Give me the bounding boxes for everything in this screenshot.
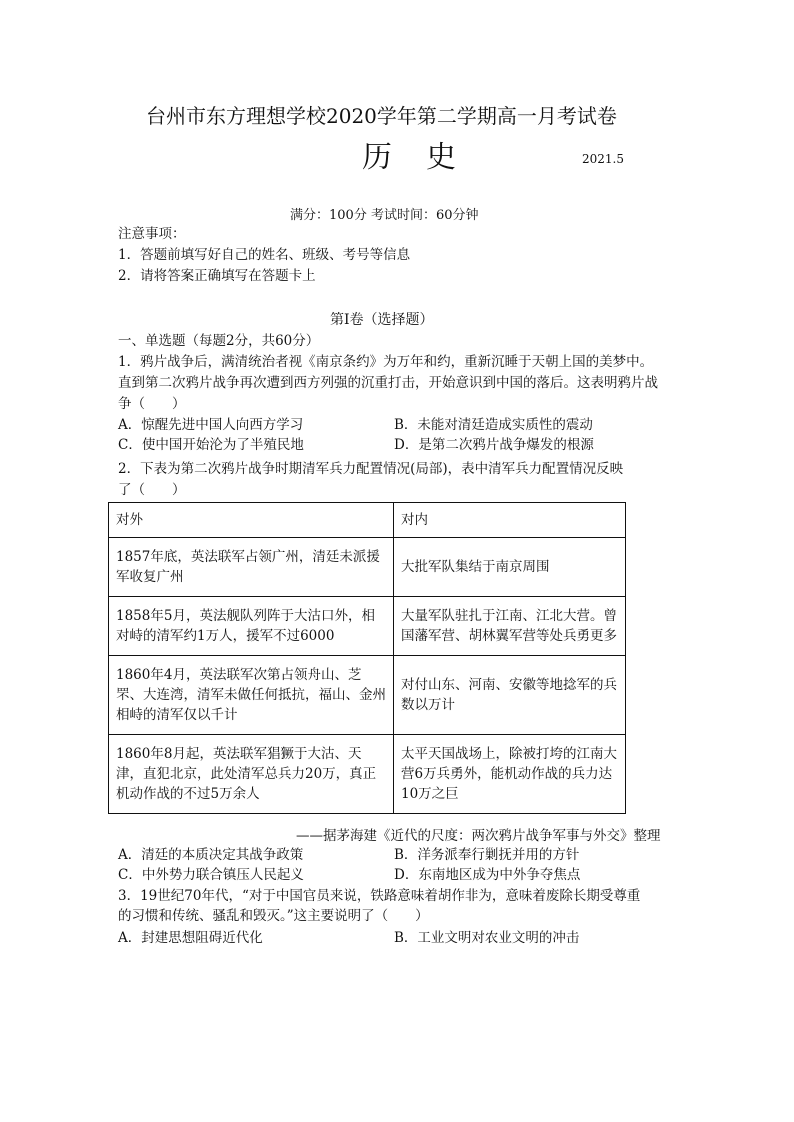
q2-stem-line: 了（ ）	[118, 482, 186, 498]
q1-stem-line: 直到第二次鸦片战争再次遭到西方列强的沉重打击，开始意识到中国的落后。这表明鸦片战	[118, 375, 658, 391]
table-cell: 大批军队集结于南京周围	[394, 538, 626, 597]
q3-stem-line: 3．19世纪70年代，“对于中国官员来说，铁路意味着胡作非为，意味着废除长期受尊重	[118, 888, 641, 904]
table-cell: 大量军队驻扎于江南、江北大营。曾国藩军营、胡林翼军营等处兵勇更多	[394, 597, 626, 656]
table-cell: 太平天国战场上，除被打垮的江南大营6万兵勇外，能机动作战的兵力达10万之巨	[394, 735, 626, 814]
table-row	[109, 597, 626, 656]
q1-option-c: C．使中国开始沦为了半殖民地	[118, 437, 304, 453]
q1-option-d: D．是第二次鸦片战争爆发的根源	[394, 437, 594, 453]
table-header-cell: 对内	[394, 503, 626, 538]
q3-stem-line: 的习惯和传统、骚乱和毁灭。”这主要说明了（ ）	[118, 908, 429, 924]
part-heading: 一、单选题（每题2分，共60分）	[118, 333, 320, 349]
q3-option-a: A．封建思想阻碍近代化	[118, 930, 263, 946]
q1-stem-line: 1．鸦片战争后，满清统治者视《南京条约》为万年和约，重新沉睡于天朝上国的美梦中。	[118, 354, 654, 370]
q1-stem-line: 争（ ）	[118, 396, 186, 412]
table-row	[109, 735, 626, 814]
notice-heading: 注意事项：	[118, 226, 186, 242]
q2-option-d: D．东南地区成为中外争夺焦点	[394, 867, 581, 883]
table-source: ——据茅海建《近代的尺度：两次鸦片战争军事与外交》整理	[296, 828, 661, 844]
score-time-info: 满分：100分 考试时间：60分钟	[290, 208, 479, 223]
subject-title: 历史	[362, 140, 490, 175]
table-cell: 1857年底，英法联军占领广州，清廷未派援军收复广州	[109, 538, 394, 597]
exam-date: 2021.5	[582, 152, 624, 166]
section-title: 第Ⅰ卷（选择题）	[330, 312, 434, 328]
q1-option-b: B．未能对清廷造成实质性的震动	[394, 417, 593, 433]
table-cell: 1858年5月，英法舰队列阵于大沽口外，相对峙的清军约1万人，援军不过6000	[109, 597, 394, 656]
exam-title: 台州市东方理想学校2020学年第二学期高一月考试卷	[146, 104, 617, 128]
q3-option-b: B．工业文明对农业文明的冲击	[394, 930, 580, 946]
q2-stem-line: 2．下表为第二次鸦片战争时期清军兵力配置情况(局部)，表中清军兵力配置情况反映	[118, 461, 624, 477]
q2-option-c: C．中外势力联合镇压人民起义	[118, 867, 304, 883]
troop-deployment-table	[108, 502, 626, 814]
q2-option-b: B．洋务派奉行剿抚并用的方针	[394, 847, 580, 863]
table-header-cell: 对外	[109, 503, 394, 538]
q1-option-a: A．惊醒先进中国人向西方学习	[118, 417, 304, 433]
table-cell: 对付山东、河南、安徽等地捻军的兵数以万计	[394, 656, 626, 735]
notice-item: 1．答题前填写好自己的姓名、班级、考号等信息	[118, 247, 411, 263]
table-cell: 1860年4月，英法联军次第占领舟山、芝罘、大连湾，清军未做任何抵抗，福山、金州相峙的清军仅以千计	[109, 656, 394, 735]
table-row	[109, 656, 626, 735]
table-header-row	[109, 503, 626, 538]
notice-item: 2．请将答案正确填写在答题卡上	[118, 268, 316, 284]
q2-option-a: A．清廷的本质决定其战争政策	[118, 847, 304, 863]
table-cell: 1860年8月起，英法联军猖獗于大沽、天津，直犯北京，此处清军总兵力20万，真正机动作战的不过5万余人	[109, 735, 394, 814]
table-row	[109, 538, 626, 597]
